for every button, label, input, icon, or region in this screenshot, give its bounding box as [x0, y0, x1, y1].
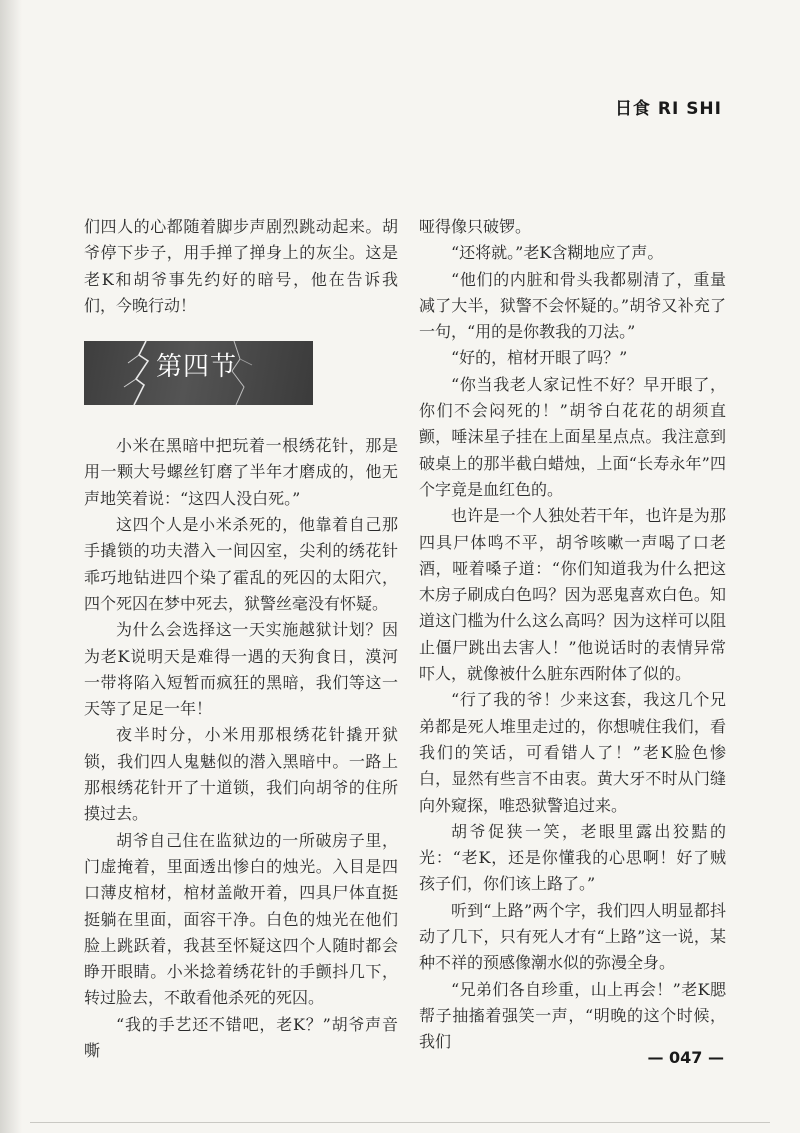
paragraph: “好的，棺材开眼了吗？”	[451, 348, 628, 368]
paragraph: “你当我老人家记性不好？早开眼了，你们不会闷死的！”胡爷白花花的胡须直颤，唾沫星子挂在上面星星点点。我注意到破桌上的那半截白蜡烛，上面“长寿永年”四个字竟是血红色的。	[419, 374, 726, 499]
paragraph: 小米在黑暗中把玩着一根绣花针，那是用一颗大号螺丝钉磨了半年才磨成的，他无声地笑着说：“这四人没白死。”	[84, 436, 398, 508]
paragraph: 听到“上路”两个字，我们四人明显都抖动了几下，只有死人才有“上路”这一说，某种不祥的预感像潮水似的弥漫全身。	[419, 900, 726, 973]
page-edge-shadow	[0, 0, 22, 1133]
section-banner	[84, 341, 313, 405]
paragraph: 也许是一个人独处若干年，也许是为那四具尸体鸣不平，胡爷咳嗽一声喝了口老酒，哑着嗓子道：“你们知道我为什么把这木房子刷成白色吗？因为恶鬼喜欢白色。知道这门槛为什么这么高吗？因为这样可以阻止僵尸跳出去害人！”他说话时的表情异常吓人，就像被什么脏东西附体了似的。	[419, 506, 726, 684]
left-column	[84, 214, 398, 1064]
paragraph: 夜半时分，小米用那根绣花针撬开狱锁，我们四人鬼魅似的潜入黑暗中。一路上那根绣花针开了十道锁，我们向胡爷的住所摸过去。	[84, 725, 398, 824]
paragraph: 为什么会选择这一天实施越狱计划？因为老K说明天是难得一遇的天狗食日，漠河一带将陷入短暂而疯狂的黑暗，我们等这一天等了足足一年！	[84, 620, 398, 719]
paragraph: 哑得像只破锣。	[419, 217, 532, 236]
paragraph: 胡爷促狭一笑，老眼里露出狡黠的光：“老K，还是你懂我的心思啊！好了贼孩子们，你们该上路了。”	[419, 821, 726, 894]
paragraph: “还将就。”老K含糊地应了声。	[451, 243, 664, 263]
page-number: — 047 —	[647, 1048, 724, 1067]
section-title: 第四节	[156, 352, 238, 383]
paragraph: 们四人的心都随着脚步声剧烈跳动起来。胡爷停下步子，用手掸了掸身上的灰尘。这是老K和胡爷事先约好的暗号，他在告诉我们，今晚行动！	[84, 217, 398, 315]
bottom-divider	[30, 1122, 770, 1123]
right-column	[419, 214, 726, 1056]
paragraph: “他们的内脏和骨头我都剔清了，重量减了大半，狱警不会怀疑的。”胡爷又补充了一句，“用的是你教我的刀法。”	[419, 269, 726, 342]
paragraph: “兄弟们各自珍重，山上再会！”老K腮帮子抽搐着强笑一声，“明晚的这个时候，我们	[419, 979, 726, 1052]
running-header: 日食 RI SHI	[614, 99, 722, 119]
paragraph: “行了我的爷！少来这套，我这几个兄弟都是死人堆里走过的，你想唬住我们，看我们的笑话，可看错人了！”老K脸色惨白，显然有些言不由衷。黄大牙不时从门缝向外窥探，唯恐狱警追过来。	[419, 690, 726, 815]
paragraph: “我的手艺还不错吧，老K？”胡爷声音嘶	[84, 1014, 398, 1061]
paragraph: 这四个人是小米杀死的，他靠着自己那手撬锁的功夫潜入一间囚室，尖利的绣花针乖巧地钻进四个染了霍乱的死囚的太阳穴，四个死囚在梦中死去，狱警丝毫没有怀疑。	[84, 515, 398, 613]
paragraph: 胡爷自己住在监狱边的一所破房子里，门虚掩着，里面透出惨白的烛光。入目是四口薄皮棺材，棺材盖敞开着，四具尸体直挺挺躺在里面，面容干净。白色的烛光在他们脸上跳跃着，我甚至怀疑这四个人随时都会睁开眼睛。小米捻着绣花针的手颤抖几下，转过脸去，不敢看他杀死的死囚。	[84, 830, 398, 1008]
